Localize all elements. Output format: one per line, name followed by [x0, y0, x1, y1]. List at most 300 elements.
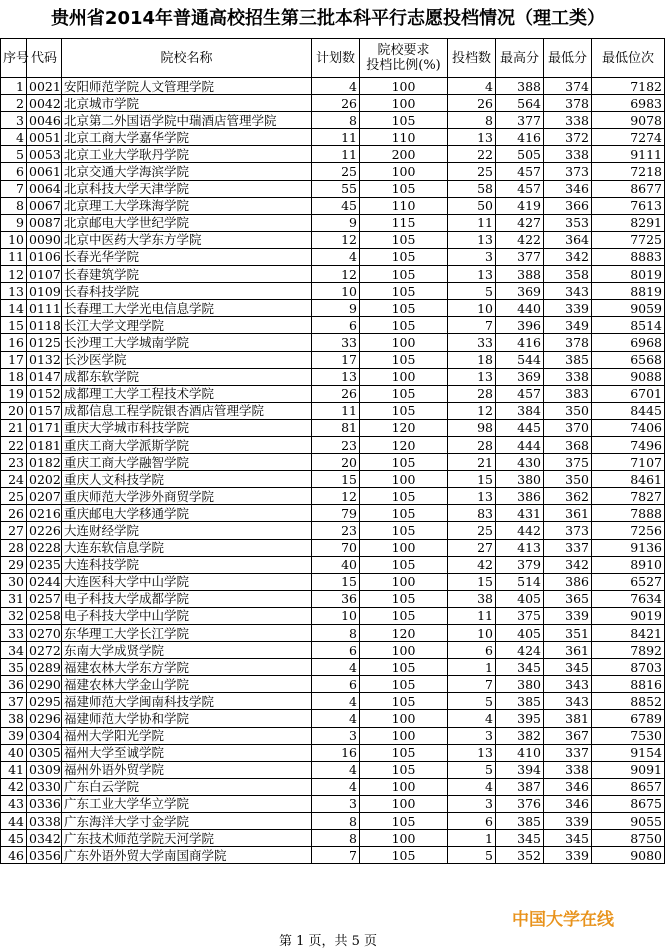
cell-col-code: 0258	[27, 607, 62, 624]
cell-col-min-rank: 8675	[592, 795, 665, 812]
cell-col-code: 0182	[27, 454, 62, 471]
header-col-ratio: 院校要求 投档比例(%)	[360, 39, 448, 78]
cell-col-plan: 20	[312, 454, 360, 471]
table-row	[1, 607, 665, 624]
cell-col-code: 0309	[27, 761, 62, 778]
cell-col-school-name: 长春理工大学光电信息学院	[62, 300, 312, 317]
cell-col-school-name: 北京理工大学珠海学院	[62, 197, 312, 214]
cell-col-ratio: 115	[360, 214, 448, 231]
cell-col-index: 9	[1, 214, 27, 231]
cell-col-code: 0305	[27, 744, 62, 761]
cell-col-max-score: 424	[496, 642, 544, 659]
cell-col-code: 0226	[27, 522, 62, 539]
cell-col-plan: 4	[312, 248, 360, 265]
table-row	[1, 351, 665, 368]
cell-col-school-name: 广东技术师范学院天河学院	[62, 830, 312, 847]
cell-col-min-rank: 9154	[592, 744, 665, 761]
cell-col-admitted: 4	[448, 710, 496, 727]
cell-col-plan: 6	[312, 676, 360, 693]
cell-col-min-score: 383	[544, 385, 592, 402]
cell-col-index: 7	[1, 180, 27, 197]
cell-col-school-name: 长春科技学院	[62, 283, 312, 300]
cell-col-school-name: 广东外语外贸大学南国商学院	[62, 847, 312, 864]
cell-col-index: 14	[1, 300, 27, 317]
cell-col-ratio: 105	[360, 847, 448, 864]
cell-col-min-score: 361	[544, 505, 592, 522]
cell-col-index: 43	[1, 795, 27, 812]
cell-col-max-score: 416	[496, 129, 544, 146]
cell-col-min-rank: 6701	[592, 385, 665, 402]
cell-col-admitted: 33	[448, 334, 496, 351]
cell-col-min-score: 353	[544, 214, 592, 231]
cell-col-admitted: 3	[448, 727, 496, 744]
cell-col-ratio: 120	[360, 436, 448, 453]
table-row	[1, 625, 665, 642]
cell-col-index: 39	[1, 727, 27, 744]
cell-col-min-rank: 7530	[592, 727, 665, 744]
cell-col-admitted: 13	[448, 266, 496, 283]
cell-col-plan: 15	[312, 573, 360, 590]
cell-col-min-score: 370	[544, 419, 592, 436]
cell-col-min-score: 339	[544, 847, 592, 864]
cell-col-max-score: 457	[496, 180, 544, 197]
cell-col-max-score: 405	[496, 590, 544, 607]
cell-col-plan: 10	[312, 283, 360, 300]
table-row	[1, 710, 665, 727]
cell-col-admitted: 3	[448, 795, 496, 812]
cell-col-school-name: 北京邮电大学世纪学院	[62, 214, 312, 231]
cell-col-max-score: 379	[496, 556, 544, 573]
cell-col-code: 0295	[27, 693, 62, 710]
cell-col-index: 32	[1, 607, 27, 624]
cell-col-admitted: 6	[448, 813, 496, 830]
cell-col-min-rank: 9136	[592, 539, 665, 556]
cell-col-code: 0046	[27, 112, 62, 129]
cell-col-min-rank: 7218	[592, 163, 665, 180]
cell-col-school-name: 长沙医学院	[62, 351, 312, 368]
cell-col-admitted: 58	[448, 180, 496, 197]
cell-col-index: 41	[1, 761, 27, 778]
cell-col-plan: 26	[312, 95, 360, 112]
cell-col-plan: 25	[312, 163, 360, 180]
header-col-index: 序号	[1, 39, 27, 78]
cell-col-ratio: 100	[360, 795, 448, 812]
cell-col-min-rank: 8445	[592, 402, 665, 419]
cell-col-min-rank: 8019	[592, 266, 665, 283]
cell-col-min-rank: 9059	[592, 300, 665, 317]
cell-col-plan: 70	[312, 539, 360, 556]
cell-col-school-name: 重庆师范大学涉外商贸学院	[62, 488, 312, 505]
cell-col-min-rank: 7725	[592, 231, 665, 248]
cell-col-school-name: 重庆邮电大学移通学院	[62, 505, 312, 522]
cell-col-min-score: 342	[544, 556, 592, 573]
cell-col-plan: 13	[312, 368, 360, 385]
cell-col-max-score: 382	[496, 727, 544, 744]
table-row	[1, 539, 665, 556]
cell-col-index: 17	[1, 351, 27, 368]
cell-col-index: 28	[1, 539, 27, 556]
cell-col-ratio: 100	[360, 334, 448, 351]
cell-col-plan: 12	[312, 266, 360, 283]
cell-col-ratio: 105	[360, 180, 448, 197]
cell-col-code: 0067	[27, 197, 62, 214]
cell-col-max-score: 444	[496, 436, 544, 453]
cell-col-admitted: 98	[448, 419, 496, 436]
cell-col-code: 0147	[27, 368, 62, 385]
cell-col-plan: 11	[312, 402, 360, 419]
cell-col-code: 0107	[27, 266, 62, 283]
cell-col-min-rank: 7256	[592, 522, 665, 539]
cell-col-admitted: 13	[448, 129, 496, 146]
cell-col-ratio: 105	[360, 522, 448, 539]
cell-col-school-name: 北京城市学院	[62, 95, 312, 112]
cell-col-min-score: 385	[544, 351, 592, 368]
cell-col-code: 0125	[27, 334, 62, 351]
table-row	[1, 95, 665, 112]
cell-col-code: 0181	[27, 436, 62, 453]
cell-col-school-name: 大连科技学院	[62, 556, 312, 573]
cell-col-index: 4	[1, 129, 27, 146]
table-row	[1, 146, 665, 163]
cell-col-min-rank: 6527	[592, 573, 665, 590]
table-row	[1, 78, 665, 95]
cell-col-admitted: 12	[448, 402, 496, 419]
header-col-school-name: 院校名称	[62, 39, 312, 78]
table-row	[1, 659, 665, 676]
cell-col-max-score: 375	[496, 607, 544, 624]
cell-col-admitted: 15	[448, 573, 496, 590]
table-row	[1, 488, 665, 505]
cell-col-ratio: 100	[360, 727, 448, 744]
cell-col-max-score: 505	[496, 146, 544, 163]
cell-col-school-name: 福州外语外贸学院	[62, 761, 312, 778]
table-row	[1, 590, 665, 607]
cell-col-max-score: 385	[496, 813, 544, 830]
cell-col-max-score: 369	[496, 368, 544, 385]
cell-col-plan: 7	[312, 847, 360, 864]
cell-col-ratio: 105	[360, 488, 448, 505]
table-row	[1, 573, 665, 590]
cell-col-code: 0290	[27, 676, 62, 693]
cell-col-index: 29	[1, 556, 27, 573]
table-body	[1, 78, 665, 864]
cell-col-code: 0051	[27, 129, 62, 146]
cell-col-min-score: 343	[544, 676, 592, 693]
cell-col-plan: 12	[312, 488, 360, 505]
table-row	[1, 112, 665, 129]
cell-col-min-score: 361	[544, 642, 592, 659]
cell-col-school-name: 大连财经学院	[62, 522, 312, 539]
cell-col-min-rank: 9080	[592, 847, 665, 864]
cell-col-school-name: 电子科技大学中山学院	[62, 607, 312, 624]
cell-col-school-name: 大连医科大学中山学院	[62, 573, 312, 590]
cell-col-admitted: 10	[448, 300, 496, 317]
header-col-admitted: 投档数	[448, 39, 496, 78]
table-row	[1, 197, 665, 214]
cell-col-ratio: 105	[360, 351, 448, 368]
cell-col-max-score: 422	[496, 231, 544, 248]
cell-col-min-score: 368	[544, 436, 592, 453]
cell-col-ratio: 100	[360, 710, 448, 727]
cell-col-admitted: 42	[448, 556, 496, 573]
cell-col-plan: 36	[312, 590, 360, 607]
table-row	[1, 847, 665, 864]
cell-col-plan: 4	[312, 78, 360, 95]
cell-col-school-name: 北京工业大学耿丹学院	[62, 146, 312, 163]
cell-col-ratio: 105	[360, 454, 448, 471]
cell-col-min-score: 346	[544, 180, 592, 197]
page-title: 贵州省2014年普通高校招生第三批本科平行志愿投档情况（理工类）	[50, 8, 606, 29]
cell-col-code: 0330	[27, 778, 62, 795]
cell-col-min-score: 345	[544, 830, 592, 847]
cell-col-code: 0270	[27, 625, 62, 642]
cell-col-min-score: 351	[544, 625, 592, 642]
cell-col-code: 0304	[27, 727, 62, 744]
admission-table	[0, 38, 665, 864]
cell-col-index: 38	[1, 710, 27, 727]
cell-col-school-name: 安阳师范学院人文管理学院	[62, 78, 312, 95]
header-col-code: 代码	[27, 39, 62, 78]
cell-col-plan: 23	[312, 436, 360, 453]
table-row	[1, 505, 665, 522]
cell-col-code: 0061	[27, 163, 62, 180]
cell-col-min-rank: 9088	[592, 368, 665, 385]
cell-col-max-score: 376	[496, 795, 544, 812]
cell-col-max-score: 388	[496, 78, 544, 95]
cell-col-plan: 33	[312, 334, 360, 351]
cell-col-min-score: 337	[544, 539, 592, 556]
cell-col-admitted: 83	[448, 505, 496, 522]
cell-col-school-name: 福州大学阳光学院	[62, 727, 312, 744]
cell-col-ratio: 110	[360, 197, 448, 214]
cell-col-admitted: 13	[448, 488, 496, 505]
cell-col-ratio: 105	[360, 693, 448, 710]
cell-col-min-rank: 7888	[592, 505, 665, 522]
header-col-max-score: 最高分	[496, 39, 544, 78]
cell-col-plan: 4	[312, 693, 360, 710]
cell-col-max-score: 544	[496, 351, 544, 368]
cell-col-index: 6	[1, 163, 27, 180]
cell-col-plan: 8	[312, 830, 360, 847]
table-row	[1, 727, 665, 744]
cell-col-code: 0042	[27, 95, 62, 112]
cell-col-plan: 40	[312, 556, 360, 573]
table-row	[1, 522, 665, 539]
cell-col-max-score: 416	[496, 334, 544, 351]
cell-col-admitted: 28	[448, 385, 496, 402]
table-row	[1, 693, 665, 710]
cell-col-ratio: 105	[360, 266, 448, 283]
cell-col-admitted: 7	[448, 317, 496, 334]
cell-col-ratio: 120	[360, 625, 448, 642]
cell-col-ratio: 100	[360, 830, 448, 847]
cell-col-plan: 4	[312, 761, 360, 778]
cell-col-school-name: 广东工业大学华立学院	[62, 795, 312, 812]
cell-col-plan: 17	[312, 351, 360, 368]
cell-col-index: 31	[1, 590, 27, 607]
cell-col-min-rank: 6968	[592, 334, 665, 351]
cell-col-admitted: 15	[448, 471, 496, 488]
cell-col-max-score: 386	[496, 488, 544, 505]
cell-col-max-score: 396	[496, 317, 544, 334]
cell-col-admitted: 6	[448, 642, 496, 659]
cell-col-min-score: 378	[544, 95, 592, 112]
cell-col-plan: 55	[312, 180, 360, 197]
cell-col-index: 23	[1, 454, 27, 471]
cell-col-index: 8	[1, 197, 27, 214]
cell-col-school-name: 广东白云学院	[62, 778, 312, 795]
table-row	[1, 180, 665, 197]
cell-col-school-name: 成都信息工程学院银杏酒店管理学院	[62, 402, 312, 419]
cell-col-min-rank: 8910	[592, 556, 665, 573]
cell-col-school-name: 福建农林大学东方学院	[62, 659, 312, 676]
cell-col-code: 0106	[27, 248, 62, 265]
cell-col-max-score: 387	[496, 778, 544, 795]
cell-col-plan: 23	[312, 522, 360, 539]
cell-col-admitted: 13	[448, 231, 496, 248]
cell-col-min-rank: 8750	[592, 830, 665, 847]
cell-col-min-score: 367	[544, 727, 592, 744]
cell-col-plan: 4	[312, 710, 360, 727]
cell-col-ratio: 100	[360, 539, 448, 556]
cell-col-index: 5	[1, 146, 27, 163]
cell-col-min-score: 366	[544, 197, 592, 214]
cell-col-min-score: 358	[544, 266, 592, 283]
cell-col-admitted: 4	[448, 78, 496, 95]
cell-col-ratio: 105	[360, 556, 448, 573]
cell-col-max-score: 385	[496, 693, 544, 710]
cell-col-min-rank: 8657	[592, 778, 665, 795]
cell-col-min-score: 343	[544, 693, 592, 710]
cell-col-ratio: 105	[360, 744, 448, 761]
cell-col-admitted: 38	[448, 590, 496, 607]
cell-col-admitted: 7	[448, 676, 496, 693]
cell-col-max-score: 384	[496, 402, 544, 419]
cell-col-min-rank: 7496	[592, 436, 665, 453]
cell-col-index: 44	[1, 813, 27, 830]
cell-col-max-score: 388	[496, 266, 544, 283]
cell-col-index: 15	[1, 317, 27, 334]
cell-col-max-score: 369	[496, 283, 544, 300]
cell-col-ratio: 200	[360, 146, 448, 163]
table-row	[1, 231, 665, 248]
cell-col-school-name: 东华理工大学长江学院	[62, 625, 312, 642]
cell-col-code: 0228	[27, 539, 62, 556]
cell-col-min-rank: 7613	[592, 197, 665, 214]
cell-col-plan: 4	[312, 778, 360, 795]
cell-col-plan: 8	[312, 813, 360, 830]
table-row	[1, 300, 665, 317]
cell-col-ratio: 105	[360, 590, 448, 607]
cell-col-max-score: 430	[496, 454, 544, 471]
cell-col-plan: 11	[312, 146, 360, 163]
cell-col-plan: 45	[312, 197, 360, 214]
cell-col-plan: 15	[312, 471, 360, 488]
table-row	[1, 642, 665, 659]
cell-col-max-score: 431	[496, 505, 544, 522]
cell-col-ratio: 105	[360, 317, 448, 334]
page-footer: 第 1 页，共 5 页	[278, 934, 378, 949]
table-row	[1, 248, 665, 265]
cell-col-index: 21	[1, 419, 27, 436]
cell-col-plan: 6	[312, 642, 360, 659]
cell-col-ratio: 100	[360, 778, 448, 795]
cell-col-max-score: 377	[496, 248, 544, 265]
cell-col-index: 42	[1, 778, 27, 795]
cell-col-ratio: 110	[360, 129, 448, 146]
cell-col-ratio: 100	[360, 163, 448, 180]
cell-col-ratio: 105	[360, 300, 448, 317]
cell-col-index: 30	[1, 573, 27, 590]
cell-col-school-name: 长江大学文理学院	[62, 317, 312, 334]
cell-col-admitted: 5	[448, 283, 496, 300]
cell-col-min-score: 346	[544, 778, 592, 795]
table-row	[1, 163, 665, 180]
cell-col-index: 24	[1, 471, 27, 488]
cell-col-admitted: 22	[448, 146, 496, 163]
cell-col-min-rank: 7274	[592, 129, 665, 146]
cell-col-max-score: 514	[496, 573, 544, 590]
cell-col-admitted: 3	[448, 248, 496, 265]
cell-col-ratio: 105	[360, 761, 448, 778]
cell-col-plan: 3	[312, 795, 360, 812]
cell-col-code: 0235	[27, 556, 62, 573]
cell-col-code: 0109	[27, 283, 62, 300]
cell-col-min-score: 378	[544, 334, 592, 351]
cell-col-code: 0064	[27, 180, 62, 197]
table-row	[1, 744, 665, 761]
cell-col-plan: 9	[312, 214, 360, 231]
cell-col-max-score: 457	[496, 385, 544, 402]
cell-col-min-score: 349	[544, 317, 592, 334]
cell-col-school-name: 成都东软学院	[62, 368, 312, 385]
table-row	[1, 556, 665, 573]
cell-col-admitted: 4	[448, 778, 496, 795]
cell-col-ratio: 105	[360, 813, 448, 830]
table-row	[1, 813, 665, 830]
cell-col-plan: 16	[312, 744, 360, 761]
cell-col-admitted: 13	[448, 368, 496, 385]
cell-col-index: 45	[1, 830, 27, 847]
cell-col-school-name: 重庆人文科技学院	[62, 471, 312, 488]
cell-col-max-score: 440	[496, 300, 544, 317]
cell-col-min-score: 339	[544, 607, 592, 624]
cell-col-min-rank: 9055	[592, 813, 665, 830]
table-row	[1, 266, 665, 283]
cell-col-ratio: 105	[360, 231, 448, 248]
cell-col-index: 19	[1, 385, 27, 402]
cell-col-admitted: 1	[448, 659, 496, 676]
table-row	[1, 402, 665, 419]
admission-table-container	[0, 38, 662, 922]
header-col-plan: 计划数	[312, 39, 360, 78]
cell-col-index: 11	[1, 248, 27, 265]
cell-col-min-rank: 8291	[592, 214, 665, 231]
cell-col-school-name: 长沙理工大学城南学院	[62, 334, 312, 351]
cell-col-min-score: 373	[544, 163, 592, 180]
cell-col-max-score: 395	[496, 710, 544, 727]
cell-col-max-score: 377	[496, 112, 544, 129]
cell-col-index: 10	[1, 231, 27, 248]
cell-col-ratio: 105	[360, 505, 448, 522]
cell-col-min-score: 343	[544, 283, 592, 300]
cell-col-school-name: 福建师范大学闽南科技学院	[62, 693, 312, 710]
cell-col-index: 1	[1, 78, 27, 95]
cell-col-ratio: 100	[360, 642, 448, 659]
table-header-row	[1, 39, 665, 78]
cell-col-min-rank: 9078	[592, 112, 665, 129]
cell-col-code: 0202	[27, 471, 62, 488]
